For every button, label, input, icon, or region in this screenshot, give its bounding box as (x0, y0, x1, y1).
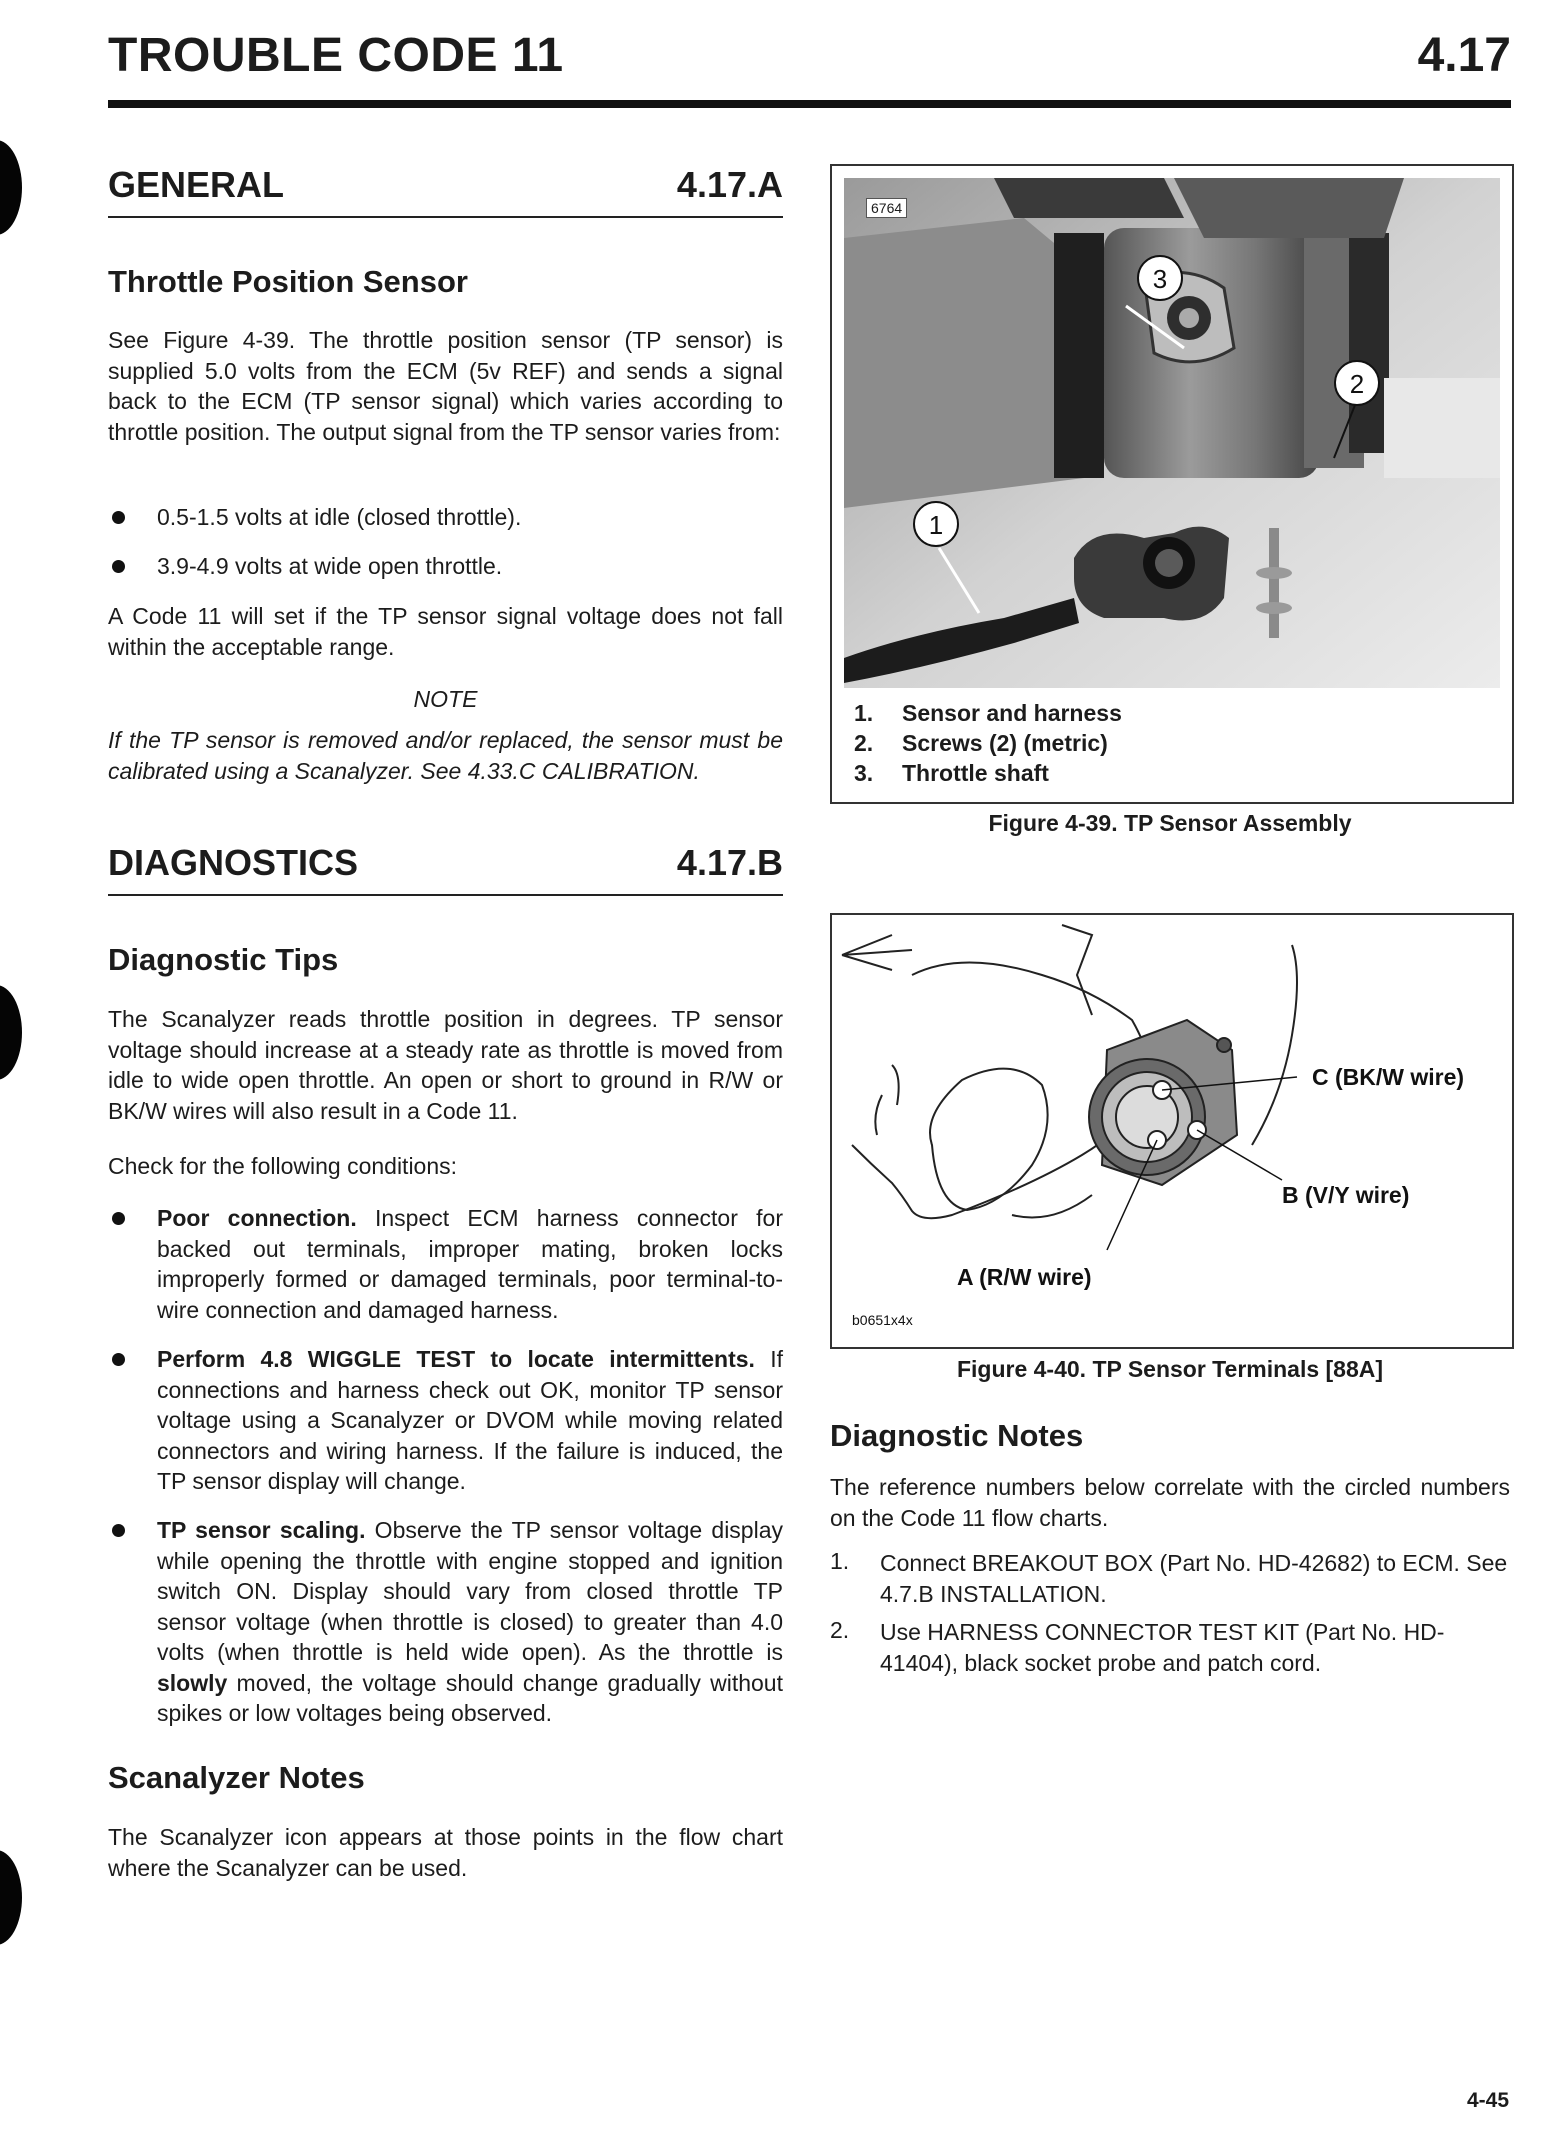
page-title: TROUBLE CODE 11 (108, 29, 564, 82)
page-number: 4-45 (1466, 2089, 1509, 2112)
callout-1: 1 (928, 510, 944, 540)
general-section-header (108, 158, 783, 218)
check-intro: Check for the following conditions: (108, 1153, 458, 1179)
diagnostics-number: 4.17.B (676, 842, 783, 883)
bullet-icon (112, 1524, 125, 1537)
bullet-text: Perform 4.8 WIGGLE TEST to locate intermittents. If connections and harness check out OK, monitor TP sensor voltage using a Scanalyzer or DVOM while moving related connectors and wiring harness. If the failure is induced, the TP sensor display will change. (157, 1346, 784, 1494)
callout-2: 2 (1349, 369, 1365, 399)
tps-paragraph: See Figure 4-39. The throttle position sensor (TP sensor) is supplied 5.0 volts from the ECM (5v REF) and sends a signal back to the ECM (TP sensor signal) which varies according to throttle position. The output signal from the TP sensor varies from: (108, 327, 783, 445)
note-text: If the TP sensor is removed and/or replaced, the sensor must be calibrated using a Scanalyzer. See 4.33.C CALIBRATION. (108, 727, 783, 784)
general-heading: GENERAL (108, 164, 285, 205)
list-item (108, 1515, 783, 1729)
figure-4-39-caption: Figure 4-39. TP Sensor Assembly (988, 810, 1352, 836)
header-rule (108, 100, 1511, 108)
bullet-icon (112, 1212, 125, 1225)
tips-paragraph: The Scanalyzer reads throttle position in degrees. TP sensor voltage should increase at a steady rate as throttle is moved from idle to wide open throttle. An open or short to ground in R/W or BK/W wires will also result in a Code 11. (108, 1006, 783, 1124)
scanalyzer-subheading: Scanalyzer Notes (108, 1760, 365, 1795)
list-item (108, 502, 783, 533)
binder-hole (0, 140, 22, 235)
list-item (108, 551, 783, 582)
list-item (108, 1344, 783, 1497)
bullet-icon (112, 1353, 125, 1366)
diagnostics-heading: DIAGNOSTICS (108, 842, 359, 883)
general-number: 4.17.A (676, 164, 783, 205)
note-label: NOTE (413, 686, 478, 712)
tp-sensor-photo (844, 178, 1500, 688)
tp-sensor-terminals-drawing (832, 915, 1512, 1347)
notes-intro: The reference numbers below correlate with the circled numbers on the Code 11 flow charts. (830, 1474, 1510, 1531)
bullet-text: Poor connection. Inspect ECM harness connector for backed out terminals, improper mating, broken locks improperly formed or damaged terminals, poor terminal-to-wire connection and damaged harness. (157, 1205, 783, 1323)
figure-4-40-caption: Figure 4-40. TP Sensor Terminals [88A] (956, 1356, 1384, 1382)
photo-id: 6764 (866, 198, 907, 218)
list-item (108, 1203, 783, 1325)
bullet-icon (112, 560, 125, 573)
binder-hole (0, 985, 22, 1080)
bullet-text: TP sensor scaling. Observe the TP sensor voltage display while opening the throttle with engine stopped and ignition switch ON. Display should vary from closed throttle TP sensor voltage (when throttle is closed) to greater than 4.0 volts (when throttle is held wide open). As the throttle is slowly moved, the voltage should change gradually without spikes or low voltages being observed. (157, 1517, 783, 1726)
drawing-id: b0651x4x (852, 1312, 913, 1328)
terminal-c-label: C (BK/W wire) (1312, 1064, 1465, 1090)
terminal-b-label: B (V/Y wire) (1282, 1182, 1410, 1208)
bullet-text: 3.9-4.9 volts at wide open throttle. (157, 553, 503, 579)
callout-3: 3 (1152, 264, 1168, 294)
code-set-paragraph: A Code 11 will set if the TP sensor signal voltage does not fall within the acceptable range. (108, 603, 783, 660)
tips-subheading: Diagnostic Tips (108, 942, 339, 977)
diagnostics-section-header (108, 836, 783, 896)
section-number: 4.17 (1417, 29, 1511, 82)
bullet-text: 0.5-1.5 volts at idle (closed throttle). (157, 504, 522, 530)
tps-subheading: Throttle Position Sensor (108, 264, 468, 299)
figure-4-40 (830, 913, 1514, 1349)
tp-sensor-assembly-image (844, 178, 1500, 688)
notes-subheading: Diagnostic Notes (830, 1418, 1084, 1453)
figure-4-39: 3 2 1 6764 1. Sensor and harness 2. Screws (2) (metric) 3. Throttle shaft (830, 164, 1514, 804)
binder-hole (0, 1850, 22, 1945)
bullet-icon (112, 511, 125, 524)
terminal-a-label: A (R/W wire) (957, 1264, 1092, 1290)
scanalyzer-paragraph: The Scanalyzer icon appears at those points in the flow chart where the Scanalyzer can be used. (108, 1824, 783, 1881)
